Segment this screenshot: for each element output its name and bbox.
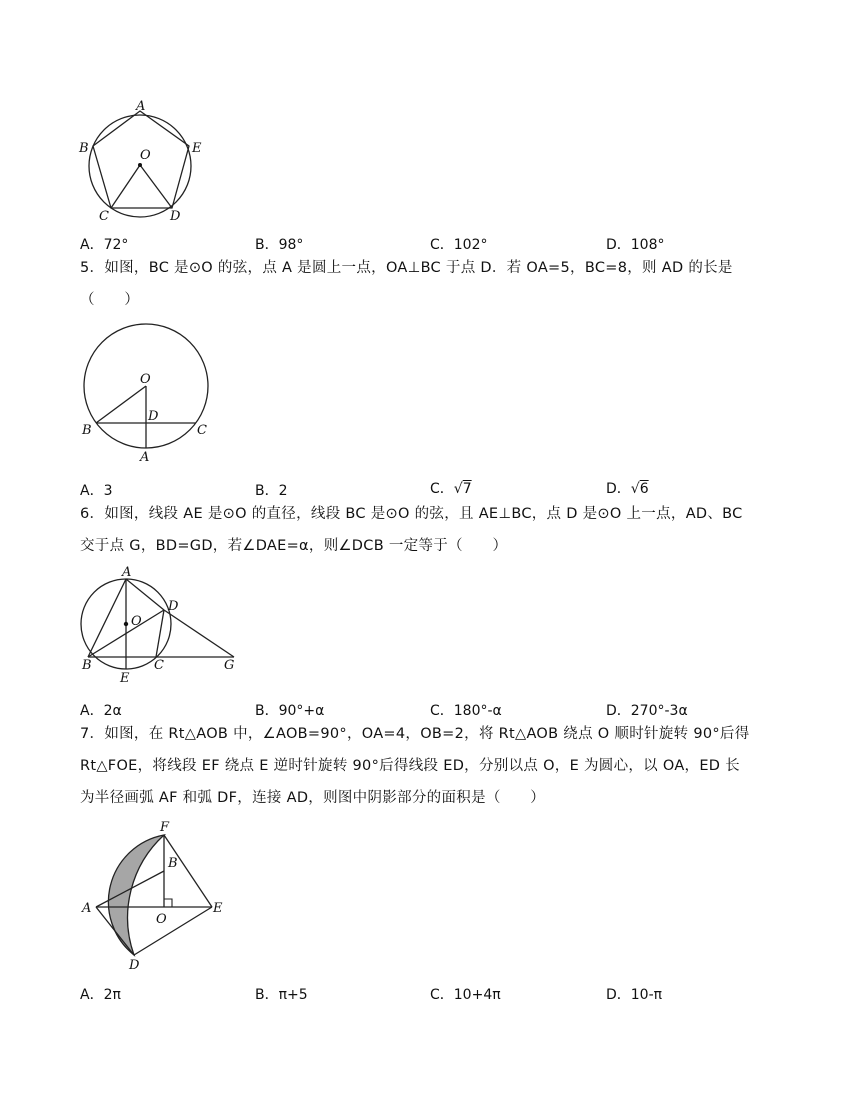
- q6-circle-figure: [76, 562, 246, 692]
- q5-label-d: D: [148, 409, 159, 424]
- q5-label-a: A: [140, 450, 150, 465]
- q7-label-f: F: [160, 820, 170, 835]
- q4-label-e: E: [192, 141, 202, 156]
- sqrt-symbol: √: [630, 481, 640, 497]
- q5-stem-line2: （ ）: [80, 292, 140, 308]
- q4-center-dot: [138, 163, 142, 167]
- q7-shaded-figure: [76, 815, 236, 975]
- q6-option-a: A．2α: [80, 703, 122, 719]
- q6-segment-dg: [164, 610, 234, 657]
- q5-option-c-prefix: C．: [430, 481, 454, 497]
- q4-label-o: O: [140, 148, 151, 163]
- q7-label-e: E: [213, 901, 223, 916]
- q6-label-o: O: [131, 614, 142, 629]
- q5-option-b: B．2: [255, 483, 288, 499]
- q5-label-b: B: [82, 423, 92, 438]
- q4-label-c: C: [99, 209, 109, 224]
- q5-option-d: [606, 478, 649, 498]
- q5-stem-line1: 5．如图，BC 是⊙O 的弦，点 A 是圆上一点，OA⊥BC 于点 D．若 OA=5，BC=8，则 AD 的长是: [80, 260, 733, 276]
- q6-stem-line2: 交于点 G，BD=GD，若∠DAE=α，则∠DCB 一定等于（ ）: [80, 538, 508, 554]
- q5-circle-figure: [76, 322, 226, 472]
- q5-option-d-prefix: D．: [606, 481, 631, 497]
- q6-stem-line1: 6．如图，线段 AE 是⊙O 的直径，线段 BC 是⊙O 的弦，且 AE⊥BC，点 D 是⊙O 上一点，AD、BC: [80, 506, 743, 522]
- q4-option-c: C．102°: [430, 237, 488, 253]
- q5-option-c-radicand: 7: [462, 481, 472, 497]
- q6-label-d: D: [168, 599, 179, 614]
- q7-label-d: D: [129, 958, 140, 973]
- q6-label-e: E: [120, 671, 130, 686]
- q4-label-d: D: [170, 209, 181, 224]
- q5-option-a: A．3: [80, 483, 113, 499]
- q4-option-a: A．72°: [80, 237, 129, 253]
- q7-segment-fe: [164, 835, 212, 907]
- q7-stem-line3: 为半径画弧 AF 和弧 DF，连接 AD，则图中阴影部分的面积是（ ）: [80, 790, 546, 806]
- q6-label-a: A: [122, 565, 132, 580]
- q5-option-d-radicand: 6: [639, 481, 649, 497]
- q5-segment-ob: [96, 386, 146, 423]
- q4-segment-oc: [111, 165, 140, 208]
- q6-label-b: B: [82, 658, 92, 673]
- q4-segment-od: [140, 165, 172, 208]
- q7-option-c: C．10+4π: [430, 987, 501, 1003]
- q4-option-b: B．98°: [255, 237, 304, 253]
- q7-shaded-region: [108, 835, 164, 955]
- q7-option-b: B．π+5: [255, 987, 308, 1003]
- q7-stem-line2: Rt△FOE，将线段 EF 绕点 E 逆时针旋转 90°后得线段 ED，分别以点 O，E 为圆心，以 OA，ED 长: [80, 758, 740, 774]
- q7-right-angle-mark: [164, 899, 172, 907]
- q5-label-c: C: [197, 423, 207, 438]
- q4-option-d: D．108°: [606, 237, 665, 253]
- q5-option-c: [430, 478, 472, 498]
- q4-pentagon-figure: [74, 96, 214, 226]
- q7-option-d: D．10-π: [606, 987, 663, 1003]
- q4-label-b: B: [79, 141, 89, 156]
- q7-label-a: A: [82, 901, 92, 916]
- q7-option-a: A．2π: [80, 987, 121, 1003]
- q5-label-o: O: [140, 372, 151, 387]
- sqrt-symbol: √: [453, 481, 463, 497]
- q7-segment-ed: [134, 907, 212, 955]
- q7-stem-line1: 7．如图，在 Rt△AOB 中，∠AOB=90°，OA=4，OB=2，将 Rt△AOB 绕点 O 顺时针旋转 90°后得: [80, 726, 750, 742]
- q7-label-b: B: [168, 856, 178, 871]
- q4-label-a: A: [136, 99, 146, 114]
- q6-center-dot: [124, 622, 128, 626]
- q6-option-d: D．270°-3α: [606, 703, 688, 719]
- q6-option-c: C．180°-α: [430, 703, 502, 719]
- q6-label-c: C: [154, 658, 164, 673]
- q7-label-o: O: [156, 912, 167, 927]
- q6-label-g: G: [224, 658, 235, 673]
- q6-option-b: B．90°+α: [255, 703, 325, 719]
